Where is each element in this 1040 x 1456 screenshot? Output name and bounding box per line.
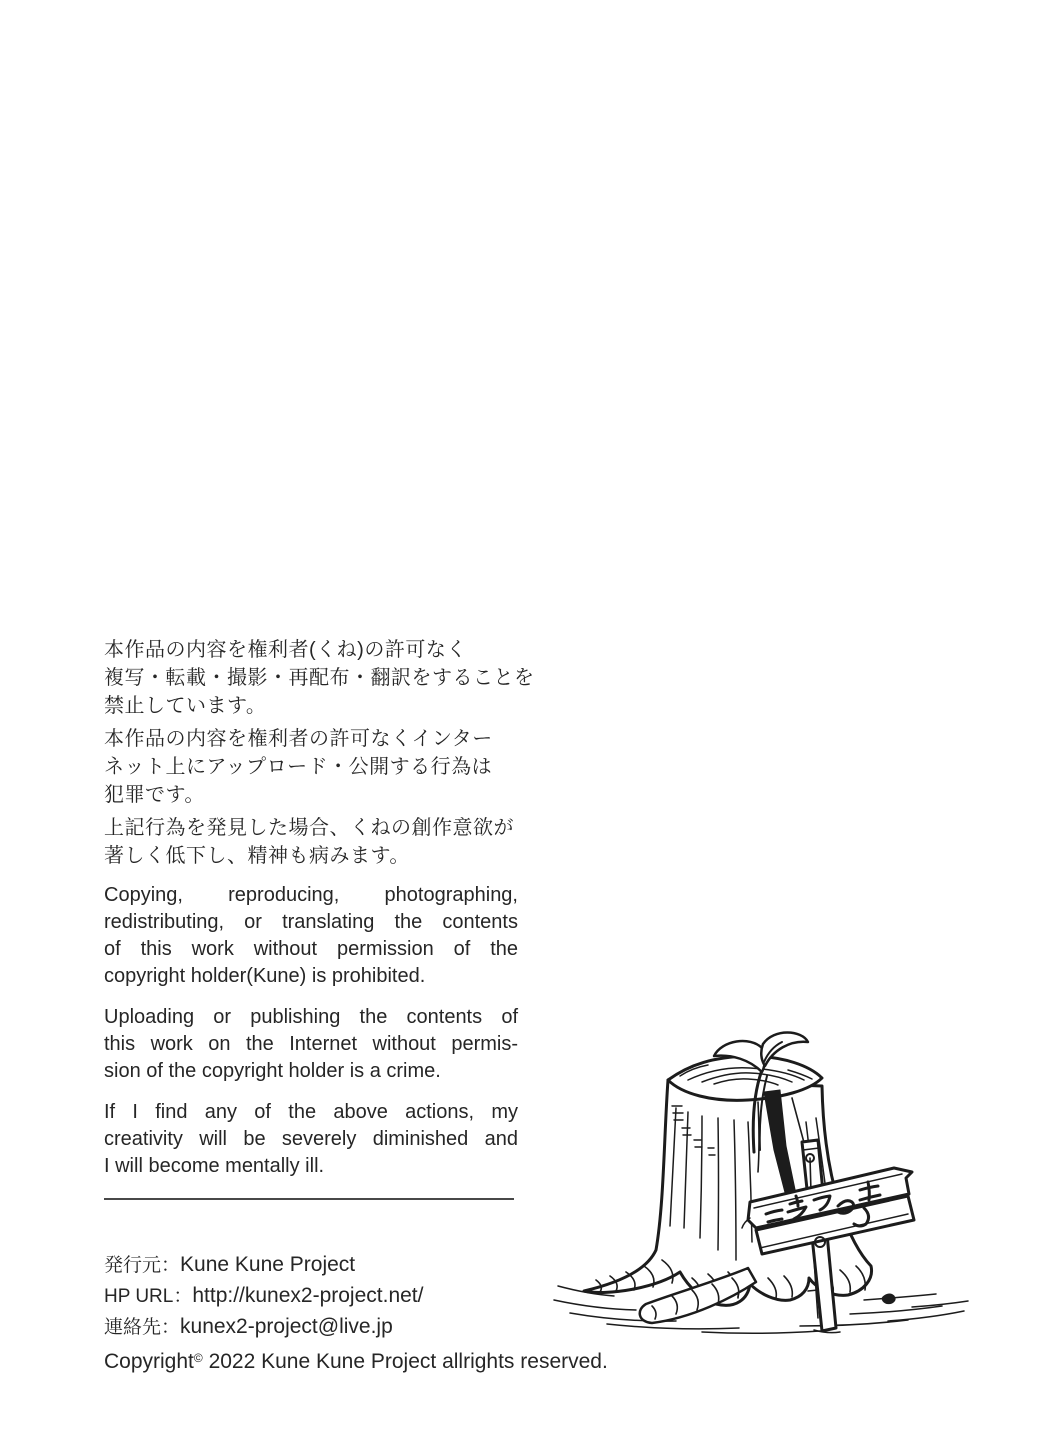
copyright-symbol-icon: © [193, 1351, 203, 1365]
copyright-prefix: Copyright [104, 1350, 194, 1373]
contact-row [104, 1312, 518, 1343]
jp-notice-paragraph-1: 本作品の内容を権利者(くね)の許可なく 複写・転載・撮影・再配布・翻訳をすることを 禁止しています。 [104, 639, 535, 717]
jp-notice-paragraph-2: 本作品の内容を権利者の許可なくインター ネット上にアップロード・公開する行為は 犯罪です。 [104, 728, 493, 806]
en-notice-paragraph-3: If I find any of the above actions, my creativity will be severely diminished and I will become mentally ill. [104, 1101, 518, 1177]
en-notice-paragraph-1: Copying, reproducing, photographing, redistributing, or translating the contents of this work without permission of the copyright holder(Kune) is prohibited. [104, 884, 518, 987]
jp-notice-paragraph-3: 上記行為を発見した場合、くねの創作意欲が 著しく低下し、精神も病みます。 [104, 817, 514, 867]
notice-block [104, 636, 608, 1377]
contact-value: kunex2-project@live.jp [180, 1315, 393, 1338]
copyright-suffix: 2022 Kune Kune Project allrights reserved. [202, 1350, 608, 1373]
publisher-row [104, 1250, 518, 1281]
url-row [104, 1281, 518, 1312]
publisher-label: 発行元： [104, 1255, 181, 1276]
publisher-info [104, 1250, 608, 1377]
en-notice-paragraph-2: Uploading or publishing the contents of this work on the Internet without permis- sion of the copyright holder is a crime. [104, 1006, 518, 1082]
separator-line [104, 1198, 514, 1200]
copyright-line [104, 1343, 608, 1377]
publisher-value: Kune Kune Project [180, 1253, 356, 1276]
url-label: HP URL： [104, 1286, 193, 1307]
url-value: http://kunex2-project.net/ [192, 1284, 424, 1307]
contact-label: 連絡先： [104, 1317, 181, 1338]
stump-illustration [552, 1028, 1040, 1358]
rock [882, 1294, 895, 1304]
